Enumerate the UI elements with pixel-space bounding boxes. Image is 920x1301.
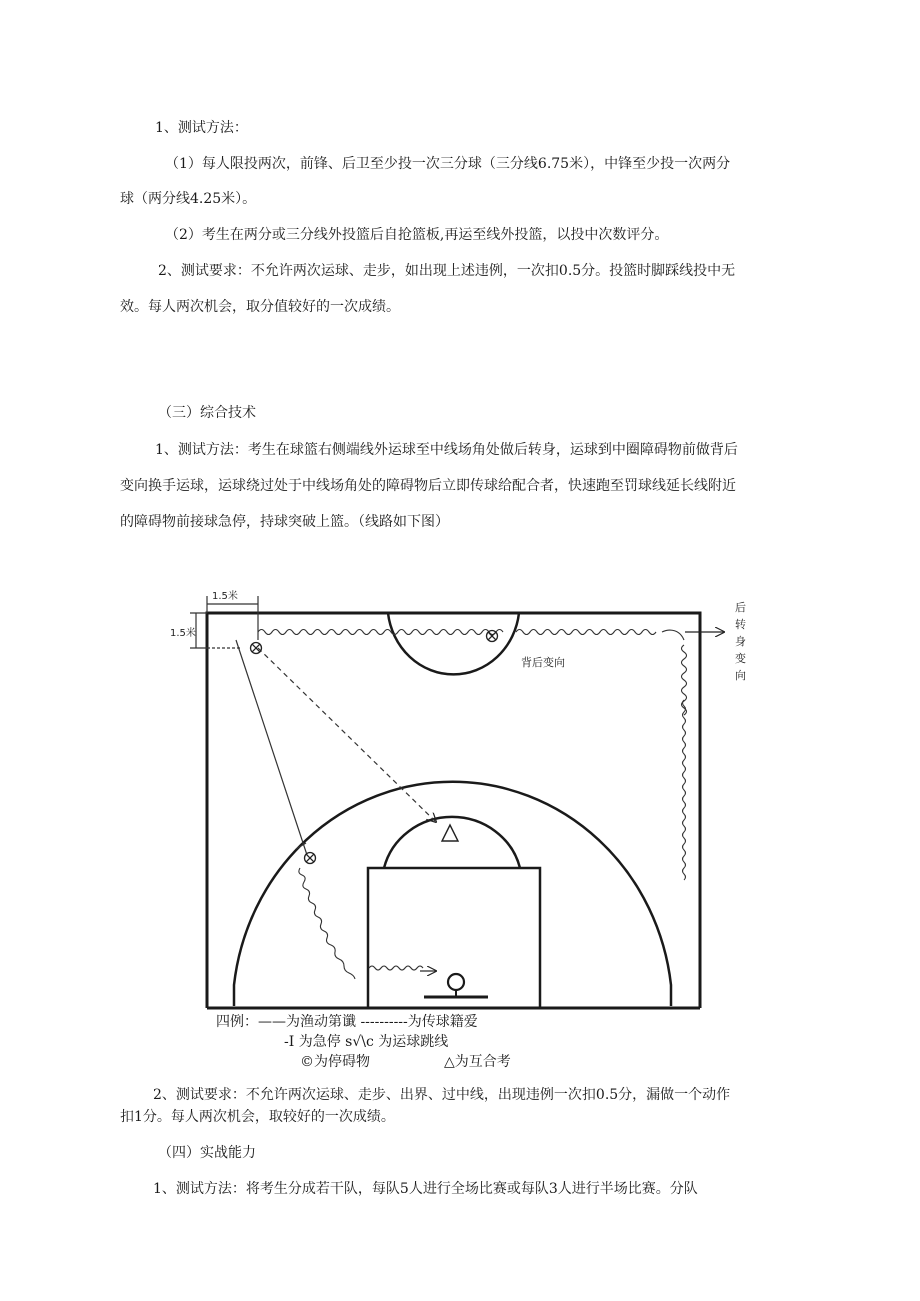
section3-title: （三）综合技术	[158, 405, 256, 421]
method1-item2: （2）考生在两分或三分线外投篮后自抢篮板,再运至线外投篮，以投中次数评分。	[165, 227, 669, 243]
three-point-arc	[234, 782, 671, 1006]
method3-line2: 变向换手运球，运球绕过处于中线场角处的障碍物后立即传球给配合者，快速跑至罚球线延长线附近	[120, 478, 736, 494]
section4-title: （四）实战能力	[158, 1145, 256, 1161]
dim-left-label: 1.5米	[170, 628, 196, 639]
run-line	[236, 640, 307, 855]
svg-text:身: 身	[735, 635, 746, 648]
legend-line-2: -I 为急停 s√\c 为运球跳线	[284, 1034, 449, 1050]
legend-line-1: 四例：——为渔动第谶 ----------为传球籍爱	[216, 1014, 478, 1030]
req3-line1: 2、测试要求：不允许两次运球、走步、出界、过中线，出现违例一次扣0.5分，漏做一个动作	[153, 1087, 731, 1103]
center-circle-arc	[388, 613, 519, 674]
method1-item1-line1: （1）每人限投两次，前锋、后卫至少投一次三分球（三分线6.75米），中锋至少投一次两分	[165, 156, 731, 172]
court-outline	[207, 613, 700, 1008]
method3-line3: 的障碍物前接球急停，持球突破上篮。（线路如下图）	[120, 514, 449, 530]
legend-line-3a: ©为停碍物	[300, 1054, 370, 1070]
req1-line1: 2、测试要求：不允许两次运球、走步，如出现上述违例，一次扣0.5分。投篮时脚踩线投中无	[158, 263, 736, 279]
turn-label	[735, 601, 746, 682]
method1-title: 1、测试方法：	[155, 120, 248, 136]
method4-line1: 1、测试方法：将考生分成若干队，每队5人进行全场比赛或每队3人进行半场比赛。分队	[153, 1181, 698, 1197]
legend-line-3b: △为互合考	[444, 1054, 511, 1070]
method3-line1: 1、测试方法：考生在球篮右侧端线外运球至中线场角处做后转身，运球到中圈障碍物前做背后	[155, 442, 738, 458]
basket	[424, 974, 488, 997]
method1-item1-line2: 球（两分线4.25米）。	[120, 191, 257, 207]
free-throw-circle	[384, 817, 520, 868]
obstacle-icon	[487, 631, 498, 642]
req3-line2: 扣1分。每人两次机会，取较好的一次成绩。	[120, 1109, 395, 1125]
center-label: 背后变向	[521, 656, 565, 669]
svg-text:向: 向	[735, 669, 746, 682]
req1-line2: 效。每人两次机会，取分值较好的一次成绩。	[120, 299, 400, 315]
svg-text:转: 转	[735, 618, 746, 631]
dimension-marks	[190, 596, 258, 648]
key-area	[368, 868, 540, 1008]
dribble-path	[258, 630, 687, 980]
svg-text:后: 后	[735, 601, 746, 614]
obstacle-icon	[305, 853, 316, 864]
svg-text:变: 变	[735, 652, 746, 665]
dim-top-label: 1.5米	[212, 591, 238, 602]
partner-triangle-icon	[442, 825, 458, 841]
obstacle-icon	[251, 643, 262, 654]
pass-line	[258, 648, 436, 822]
